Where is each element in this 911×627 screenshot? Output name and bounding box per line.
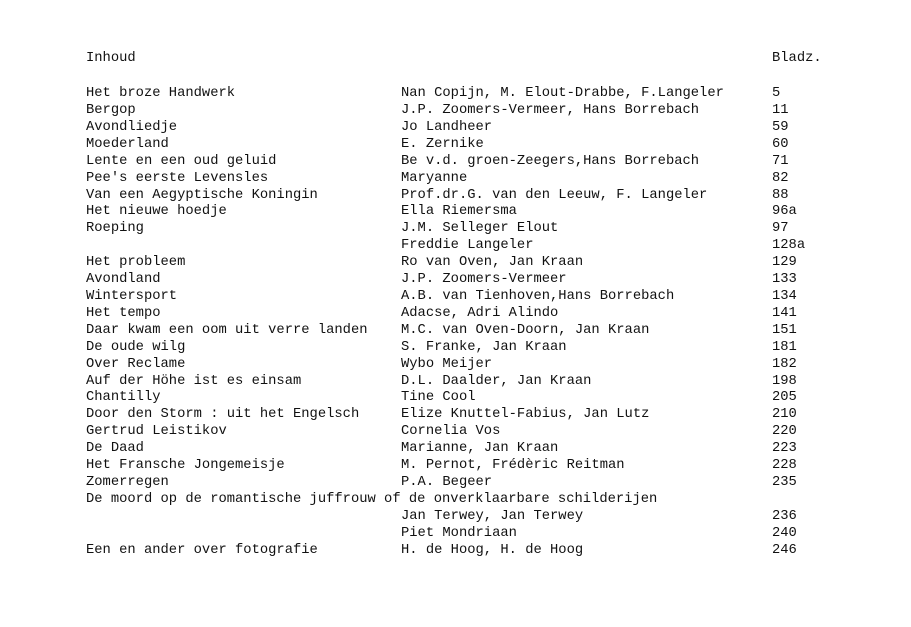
entry-title: Daar kwam een oom uit verre landen bbox=[86, 323, 368, 338]
entry-page: 88 bbox=[772, 188, 789, 203]
toc-entry bbox=[0, 457, 911, 474]
toc-entry bbox=[0, 220, 911, 237]
toc-entry bbox=[0, 525, 911, 542]
entry-author: Jo Landheer bbox=[401, 120, 493, 135]
toc-entry bbox=[0, 474, 911, 491]
entry-title: Pee's eerste Levensles bbox=[86, 171, 269, 186]
entry-page: 96a bbox=[772, 204, 797, 219]
entry-page: 205 bbox=[772, 390, 797, 405]
entry-author: M.C. van Oven-Doorn, Jan Kraan bbox=[401, 323, 650, 338]
entry-title: Moederland bbox=[86, 137, 169, 152]
entry-title: De moord op de romantische juffrouw of de onverklaarbare schilderijen bbox=[86, 492, 658, 507]
entry-page: 82 bbox=[772, 171, 789, 186]
entry-page: 236 bbox=[772, 509, 797, 524]
toc-entry bbox=[0, 322, 911, 339]
entry-title: Zomerregen bbox=[86, 475, 169, 490]
entry-title: Het nieuwe hoedje bbox=[86, 204, 227, 219]
entry-author: E. Zernike bbox=[401, 137, 484, 152]
entry-page: 60 bbox=[772, 137, 789, 152]
entry-page: 133 bbox=[772, 272, 797, 287]
entry-title: Gertrud Leistikov bbox=[86, 424, 227, 439]
toc-entry bbox=[0, 271, 911, 288]
entry-author: Cornelia Vos bbox=[401, 424, 501, 439]
toc-entry bbox=[0, 85, 911, 102]
entry-page: 11 bbox=[772, 103, 789, 118]
entry-author: A.B. van Tienhoven,Hans Borrebach bbox=[401, 289, 675, 304]
toc-entry bbox=[0, 508, 911, 525]
toc-entry bbox=[0, 119, 911, 136]
entry-author: Maryanne bbox=[401, 171, 468, 186]
entry-page: 134 bbox=[772, 289, 797, 304]
entry-author: Ro van Oven, Jan Kraan bbox=[401, 255, 584, 270]
entry-title: Lente en een oud geluid bbox=[86, 154, 277, 169]
toc-long-entry-title bbox=[0, 491, 911, 508]
entry-page: 5 bbox=[772, 86, 781, 101]
entry-title: De Daad bbox=[86, 441, 144, 456]
entry-page: 198 bbox=[772, 374, 797, 389]
entry-page: 129 bbox=[772, 255, 797, 270]
entry-author: Piet Mondriaan bbox=[401, 526, 517, 541]
entry-page: 220 bbox=[772, 424, 797, 439]
toc-entry bbox=[0, 440, 911, 457]
toc-entry bbox=[0, 406, 911, 423]
toc-entry bbox=[0, 170, 911, 187]
entry-author: Jan Terwey, Jan Terwey bbox=[401, 509, 584, 524]
entry-title: Roeping bbox=[86, 221, 144, 236]
entry-page: 128a bbox=[772, 238, 806, 253]
entry-page: 246 bbox=[772, 543, 797, 558]
entry-page: 235 bbox=[772, 475, 797, 490]
entry-author: Marianne, Jan Kraan bbox=[401, 441, 559, 456]
toc-entry bbox=[0, 423, 911, 440]
toc-entry bbox=[0, 187, 911, 204]
toc-entry bbox=[0, 203, 911, 220]
entry-author: J.M. Selleger Elout bbox=[401, 221, 559, 236]
toc-entry bbox=[0, 356, 911, 373]
entry-title: Avondland bbox=[86, 272, 161, 287]
entry-page: 97 bbox=[772, 221, 789, 236]
entry-author: Tine Cool bbox=[401, 390, 476, 405]
toc-entry bbox=[0, 373, 911, 390]
entry-title: Bergop bbox=[86, 103, 136, 118]
entry-page: 228 bbox=[772, 458, 797, 473]
entry-author: Freddie Langeler bbox=[401, 238, 534, 253]
toc-header bbox=[0, 50, 911, 67]
entry-author: Adacse, Adri Alindo bbox=[401, 306, 559, 321]
entry-page: 151 bbox=[772, 323, 797, 338]
toc-entry bbox=[0, 237, 911, 254]
entry-author: Prof.dr.G. van den Leeuw, F. Langeler bbox=[401, 188, 708, 203]
entry-author: P.A. Begeer bbox=[401, 475, 493, 490]
entry-title: Door den Storm : uit het Engelsch bbox=[86, 407, 360, 422]
toc-entry bbox=[0, 339, 911, 356]
entry-title: Auf der Höhe ist es einsam bbox=[86, 374, 302, 389]
entry-author: D.L. Daalder, Jan Kraan bbox=[401, 374, 592, 389]
entry-title: Een en ander over fotografie bbox=[86, 543, 318, 558]
entry-title: Het probleem bbox=[86, 255, 186, 270]
entry-page: 71 bbox=[772, 154, 789, 169]
entry-author: J.P. Zoomers-Vermeer, Hans Borrebach bbox=[401, 103, 700, 118]
entry-page: 182 bbox=[772, 357, 797, 372]
entry-title: Van een Aegyptische Koningin bbox=[86, 188, 318, 203]
toc-entry bbox=[0, 288, 911, 305]
entry-author: J.P. Zoomers-Vermeer bbox=[401, 272, 567, 287]
toc-entry bbox=[0, 254, 911, 271]
entry-title: Het tempo bbox=[86, 306, 161, 321]
entry-page: 59 bbox=[772, 120, 789, 135]
toc-entry bbox=[0, 542, 911, 559]
entry-page: 141 bbox=[772, 306, 797, 321]
entry-author: H. de Hoog, H. de Hoog bbox=[401, 543, 584, 558]
toc-entry bbox=[0, 389, 911, 406]
entry-page: 210 bbox=[772, 407, 797, 422]
entry-page: 223 bbox=[772, 441, 797, 456]
entry-author: Elize Knuttel-Fabius, Jan Lutz bbox=[401, 407, 650, 422]
entry-author: Nan Copijn, M. Elout-Drabbe, F.Langeler bbox=[401, 86, 724, 101]
entry-author: S. Franke, Jan Kraan bbox=[401, 340, 567, 355]
entry-page: 181 bbox=[772, 340, 797, 355]
entry-author: M. Pernot, Frédèric Reitman bbox=[401, 458, 625, 473]
toc-entry bbox=[0, 305, 911, 322]
toc-entry bbox=[0, 102, 911, 119]
entry-title: Het Fransche Jongemeisje bbox=[86, 458, 285, 473]
entry-author: Wybo Meijer bbox=[401, 357, 493, 372]
entry-author: Ella Riemersma bbox=[401, 204, 517, 219]
entry-title: Avondliedje bbox=[86, 120, 178, 135]
entry-title: Het broze Handwerk bbox=[86, 86, 236, 101]
toc-heading: Inhoud bbox=[86, 51, 136, 66]
entry-author: Be v.d. groen-Zeegers,Hans Borrebach bbox=[401, 154, 700, 169]
toc-entry bbox=[0, 153, 911, 170]
entry-title: Chantilly bbox=[86, 390, 161, 405]
entry-page: 240 bbox=[772, 526, 797, 541]
entry-title: De oude wilg bbox=[86, 340, 186, 355]
entry-title: Over Reclame bbox=[86, 357, 186, 372]
page-column-heading: Bladz. bbox=[772, 51, 822, 66]
entry-title: Wintersport bbox=[86, 289, 178, 304]
toc-entry bbox=[0, 136, 911, 153]
